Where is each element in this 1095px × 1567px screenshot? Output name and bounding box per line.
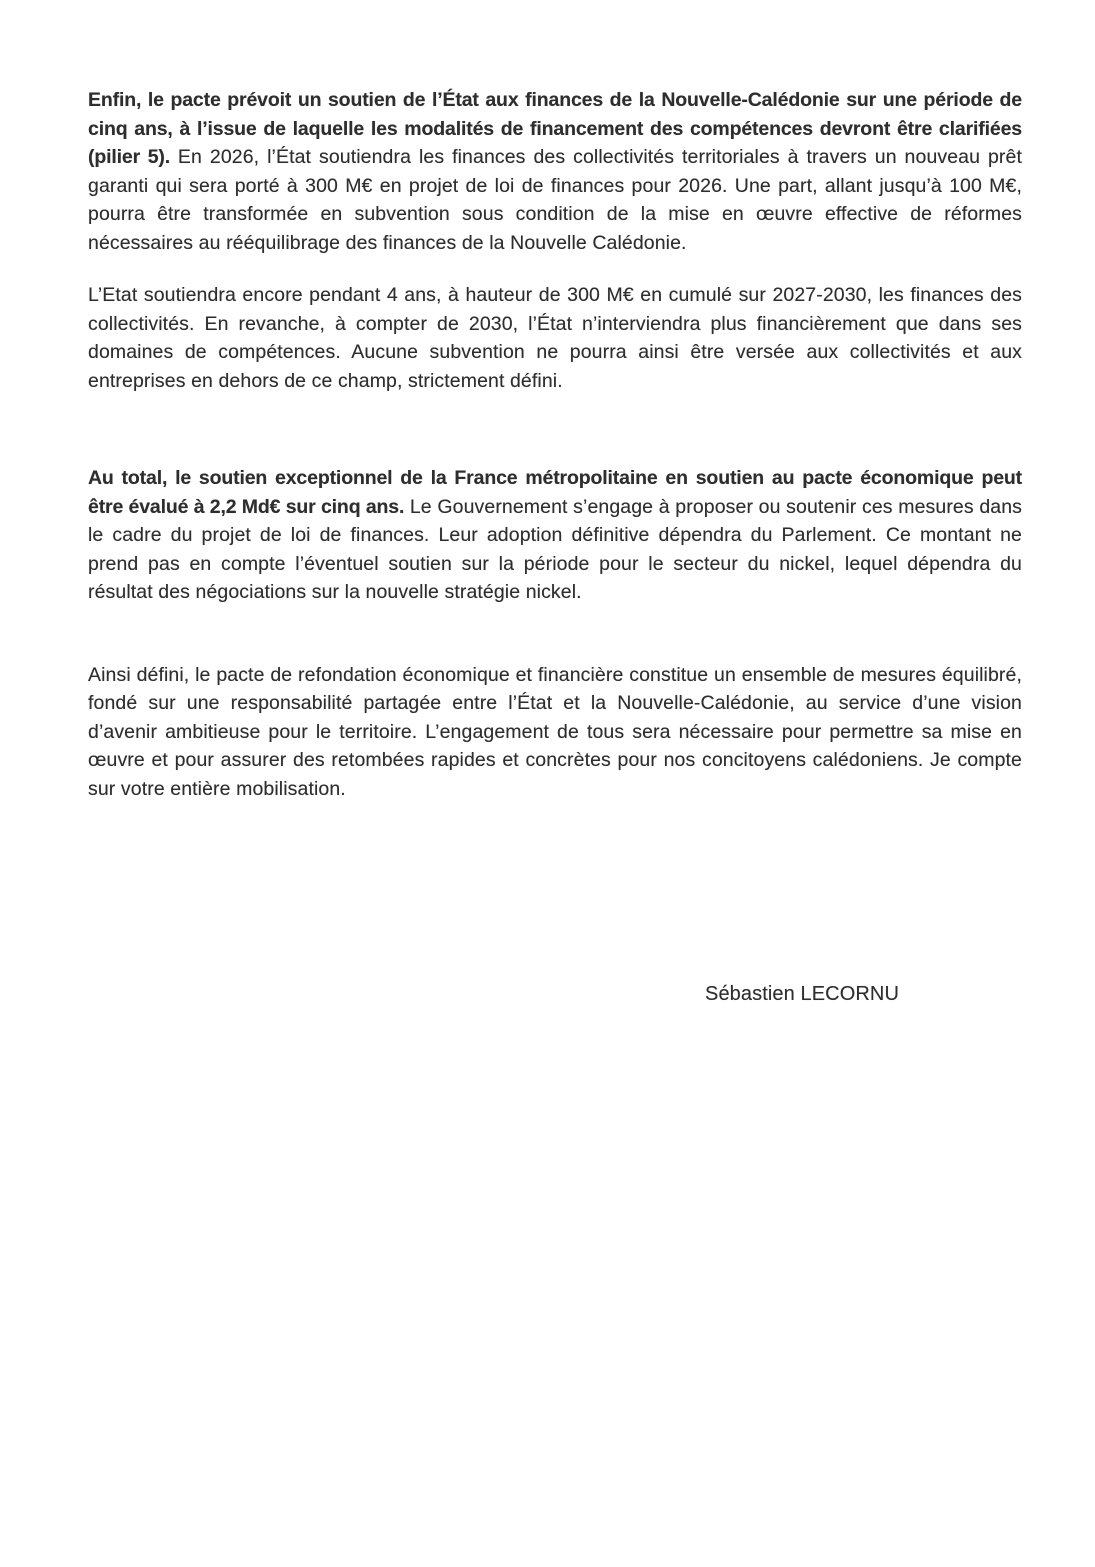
paragraph-text: En 2026, l’État soutiendra les finances des collectivités territoriales à travers un nouveau prêt garanti qui sera porté à 300 M€ en projet de loi de finances pour 2026. Une part, allant jusqu’à 100 M€, pourra être transformée en subvention sous condition de la mise en œuvre effective de réformes nécessaires au rééquilibrage des finances de la Nouvelle Calédonie. — [88, 146, 1022, 254]
paragraph-bold-lead: Au total, le soutien exceptionnel de la France métropolitaine en soutien au pacte économique peut être évalué à 2,2 Md€ sur cinq ans. — [88, 467, 1022, 518]
paragraph-text: Ainsi défini, le pacte de refondation économique et financière constitue un ensemble de mesures équilibré, fondé sur une responsabilité partagée entre l’État et la Nouvelle-Calédonie, au service d’une vision d’avenir ambitieuse pour le territoire. L’engagement de tous sera nécessaire pour permettre sa mise en œuvre et pour assurer des retombées rapides et concrètes pour nos concitoyens calédoniens. Je compte sur votre entière mobilisation. — [88, 663, 1022, 800]
paragraph — [88, 661, 1022, 804]
paragraph — [88, 281, 1022, 395]
signature-name: Sébastien LECORNU — [705, 983, 900, 1005]
paragraph-text: L’Etat soutiendra encore pendant 4 ans, à hauteur de 300 M€ en cumulé sur 2027-2030, les finances des collectivités. En revanche, à compter de 2030, l’État n’interviendra plus financièrement que dans ses domaines de compétences. Aucune subvention ne pourra ainsi être versée aux collectivités et aux entreprises en dehors de ce champ, strictement défini. — [88, 284, 1022, 392]
paragraph-text: Le Gouvernement s’engage à proposer ou soutenir ces mesures dans le cadre du projet de loi de finances. Leur adoption définitive dépendra du Parlement. Ce montant ne prend pas en compte l’éventuel soutien sur la période pour le secteur du nickel, lequel dépendra du résultat des négociations sur la nouvelle stratégie nickel. — [88, 495, 1023, 603]
paragraph-bold-lead: Enfin, le pacte prévoit un soutien de l’État aux finances de la Nouvelle-Calédonie sur une période de cinq ans, à l’issue de laquelle les modalités de financement des compétences devront être clarifiées (pilier 5). — [88, 89, 1022, 168]
paragraph — [88, 86, 1022, 257]
letter-body — [88, 86, 1022, 1009]
paragraph — [88, 464, 1022, 607]
